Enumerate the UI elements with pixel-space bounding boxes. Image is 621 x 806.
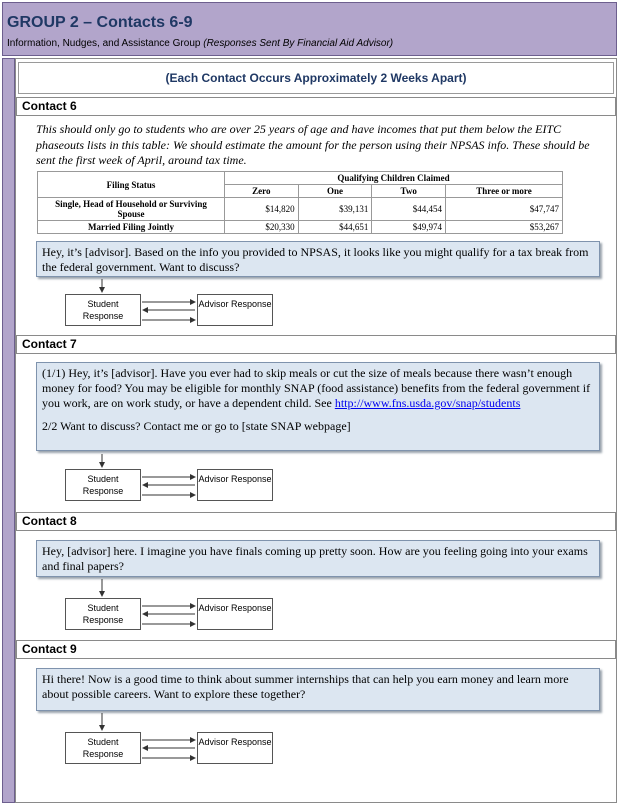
subtitle-text: Information, Nudges, and Assistance Group bbox=[7, 38, 201, 49]
contact-7-heading: Contact 7 bbox=[16, 335, 616, 354]
snap-link[interactable]: http://www.fns.usda.gov/snap/students bbox=[334, 396, 521, 410]
col-header: Three or more bbox=[446, 185, 563, 198]
table-cell: $47,747 bbox=[446, 198, 563, 221]
col-header: Zero bbox=[225, 185, 299, 198]
advisor-response-box: Advisor Response bbox=[197, 598, 273, 630]
advisor-response-box: Advisor Response bbox=[197, 732, 273, 764]
contact-7-followup: 2/2 Want to discuss? Contact me or go to [state SNAP webpage] bbox=[42, 419, 351, 433]
student-response-box: Student Response bbox=[65, 732, 141, 764]
row-label: Single, Head of Household or Surviving Spouse bbox=[38, 198, 225, 221]
contact-6-heading: Contact 6 bbox=[16, 97, 616, 116]
contact-8-heading: Contact 8 bbox=[16, 512, 616, 531]
contact-9-heading: Contact 9 bbox=[16, 640, 616, 659]
table-cell: $44,651 bbox=[298, 221, 372, 234]
student-response-box: Student Response bbox=[65, 469, 141, 501]
table-cell: $39,131 bbox=[298, 198, 372, 221]
table-cell: $53,267 bbox=[446, 221, 563, 234]
subtitle-note: (Responses Sent By Financial Aid Advisor) bbox=[203, 38, 394, 49]
contact-8-message: Hey, [advisor] here. I imagine you have finals coming up pretty soon. How are you feeling going into your exams and final papers? bbox=[36, 540, 600, 577]
student-response-box: Student Response bbox=[65, 598, 141, 630]
table-cell: $14,820 bbox=[225, 198, 299, 221]
advisor-response-box: Advisor Response bbox=[197, 294, 273, 326]
contact-9-message: Hi there! Now is a good time to think about summer internships that can help you earn money and learn more about possible careers. Want to explore these together? bbox=[36, 668, 600, 711]
col-header: One bbox=[298, 185, 372, 198]
row-label: Married Filing Jointly bbox=[38, 221, 225, 234]
page-title: GROUP 2 – Contacts 6-9 bbox=[7, 14, 193, 31]
table-cell: $20,330 bbox=[225, 221, 299, 234]
table-cell: $49,974 bbox=[372, 221, 446, 234]
contact-6-message: Hey, it’s [advisor]. Based on the info you provided to NPSAS, it looks like you might qualify for a tax break from the federal government. Want to discuss? bbox=[36, 241, 600, 277]
timing-banner: (Each Contact Occurs Approximately 2 Weeks Apart) bbox=[18, 62, 614, 94]
contact-7-text: (1/1) Hey, it’s [advisor]. Have you ever had to skip meals or cut the size of meals because there wasn’t enough money for food? You may be eligible for monthly SNAP (food assistance) benefits from the federal government if you work, are on work study, or have a dependent child. See bbox=[42, 366, 591, 410]
student-response-box: Student Response bbox=[65, 294, 141, 326]
advisor-response-box: Advisor Response bbox=[197, 469, 273, 501]
filing-status-header: Filing Status bbox=[38, 172, 225, 198]
table-cell: $44,454 bbox=[372, 198, 446, 221]
contact-6-instructions: This should only go to students who are over 25 years of age and have incomes that put them below the EITC phaseouts lists in this table: We should estimate the amount for the person using their NPSAS info. These should be sent the first week of April, around tax time. bbox=[36, 122, 590, 167]
col-header: Two bbox=[372, 185, 446, 198]
qualifying-children-header: Qualifying Children Claimed bbox=[225, 172, 563, 185]
